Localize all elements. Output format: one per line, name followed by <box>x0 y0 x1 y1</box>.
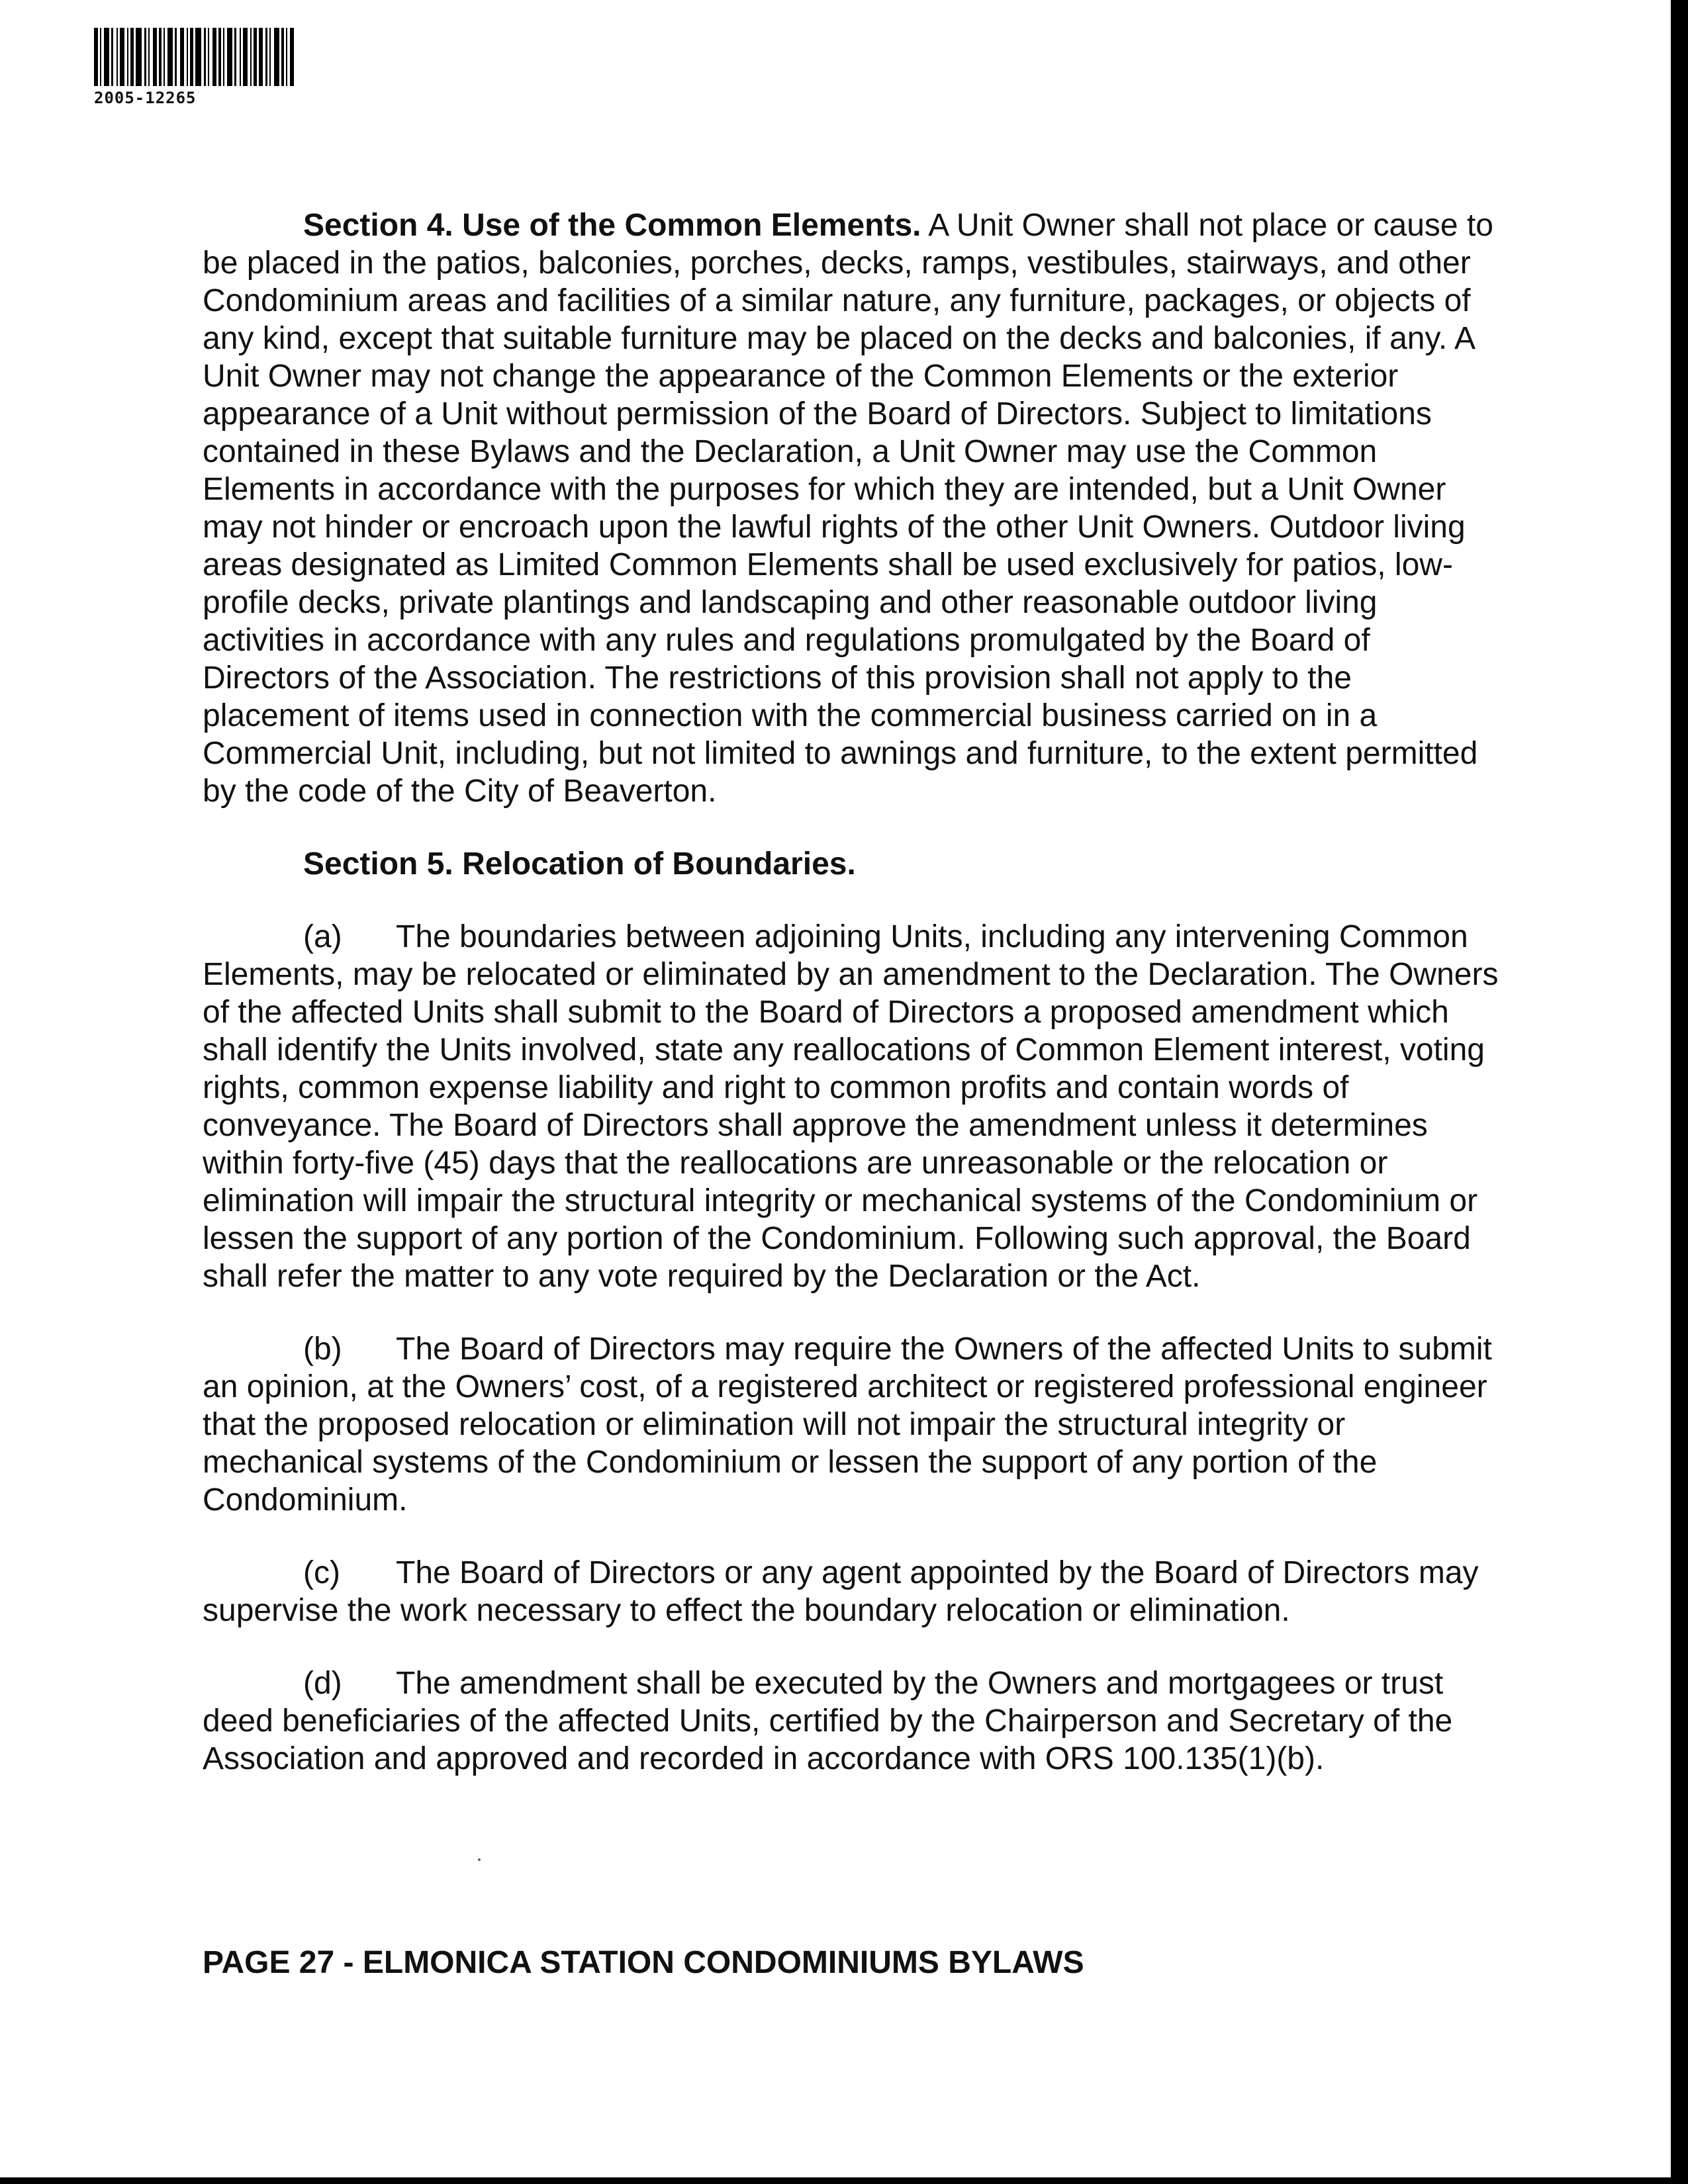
barcode-bar <box>243 28 248 86</box>
scan-speck <box>478 1858 481 1861</box>
barcode-bar <box>274 28 279 86</box>
barcode-bar <box>167 28 173 86</box>
section-5-heading: Section 5. Relocation of Boundaries. <box>303 846 856 882</box>
subsection-a <box>203 918 1500 1295</box>
barcode-bar <box>195 28 201 86</box>
barcode-number: 2005-12265 <box>94 89 197 107</box>
section-4-body: A Unit Owner shall not place or cause to be placed in the patios, balconies, porches, decks, ramps, vestibules, stairways, and other Condominium areas and facilities of a similar nature, any furniture, packages, or objects of any kind, except that suitable furniture may be placed on the decks and balconies, if any. A Unit Owner may not change the appearance of the Common Elements or the exterior appearance of a Unit without permission of the Board of Directors. Subject to limitations contained in these Bylaws and the Declaration, a Unit Owner may use the Common Elements in accordance with the purposes for which they are intended, but a Unit Owner may not hinder or encroach upon the lawful rights of the other Unit Owners. Outdoor living areas designated as Limited Common Elements shall be used exclusively for patios, low-profile decks, private plantings and landscaping and other reasonable outdoor living activities in accordance with any rules and regulations promulgated by the Board of Directors of the Association. The restrictions of this provision shall not apply to the placement of items used in connection with the commercial business carried on in a Commercial Unit, including, but not limited to awnings and furniture, to the extent permitted by the code of the City of Beaverton. <box>203 208 1493 809</box>
subsection-label: (a) <box>303 919 342 954</box>
subsection-b <box>203 1330 1500 1519</box>
scan-edge-right <box>1671 0 1688 2184</box>
barcode-bar <box>227 28 232 86</box>
subsection-text: The boundaries between adjoining Units, including any intervening Common Elements, may be relocated or eliminated by an amendment to the Declaration. The Owners of the affected Units shall submit to the Board of Directors a proposed amendment which shall identify the Units involved, state any reallocations of Common Element interest, voting rights, common expense liability and right to common profits and contain words of conveyance. The Board of Directors shall approve the amendment unless it determines within forty-five (45) days that the reallocations are unreasonable or the relocation or elimination will impair the structural integrity or mechanical systems of the Condominium or lessen the support of any portion of the Condominium. Following such approval, the Board shall refer the matter to any vote required by the Declaration or the Act. <box>203 919 1499 1294</box>
subsection-text: The Board of Directors or any agent appointed by the Board of Directors may supervise the work necessary to effect the boundary relocation or elimination. <box>203 1555 1479 1628</box>
subsection-label: (d) <box>303 1666 342 1701</box>
subsection-text: The Board of Directors may require the Owners of the affected Units to submit an opinion, at the Owners’ cost, of a registered architect or registered professional engineer that the proposed relocation or elimination will not impair the structural integrity or mechanical systems of the Condominium or lessen the support of any portion of the Condominium. <box>203 1332 1492 1518</box>
page-body <box>203 206 1500 1813</box>
barcode-bar <box>294 28 296 86</box>
section-4-paragraph <box>203 206 1500 810</box>
barcode-bar <box>120 28 124 86</box>
subsection-text: The amendment shall be executed by the Owners and mortgagees or trust deed beneficiaries of the affected Units, certified by the Chairperson and Secretary of the Association and approved and recorded in accordance with ORS 100.135(1)(b). <box>203 1666 1453 1776</box>
page-footer: PAGE 27 - ELMONICA STATION CONDOMINIUMS BYLAWS <box>203 1945 1084 1980</box>
barcode-bar <box>104 28 109 86</box>
subsection-label: (b) <box>303 1332 342 1367</box>
barcode-bar <box>136 28 142 86</box>
subsection-d <box>203 1664 1500 1778</box>
barcode <box>94 28 399 86</box>
section-4-heading: Section 4. Use of the Common Elements. <box>303 208 921 243</box>
subsection-label: (c) <box>303 1555 340 1590</box>
subsection-c <box>203 1554 1500 1629</box>
scan-edge-bottom <box>0 2177 1688 2184</box>
